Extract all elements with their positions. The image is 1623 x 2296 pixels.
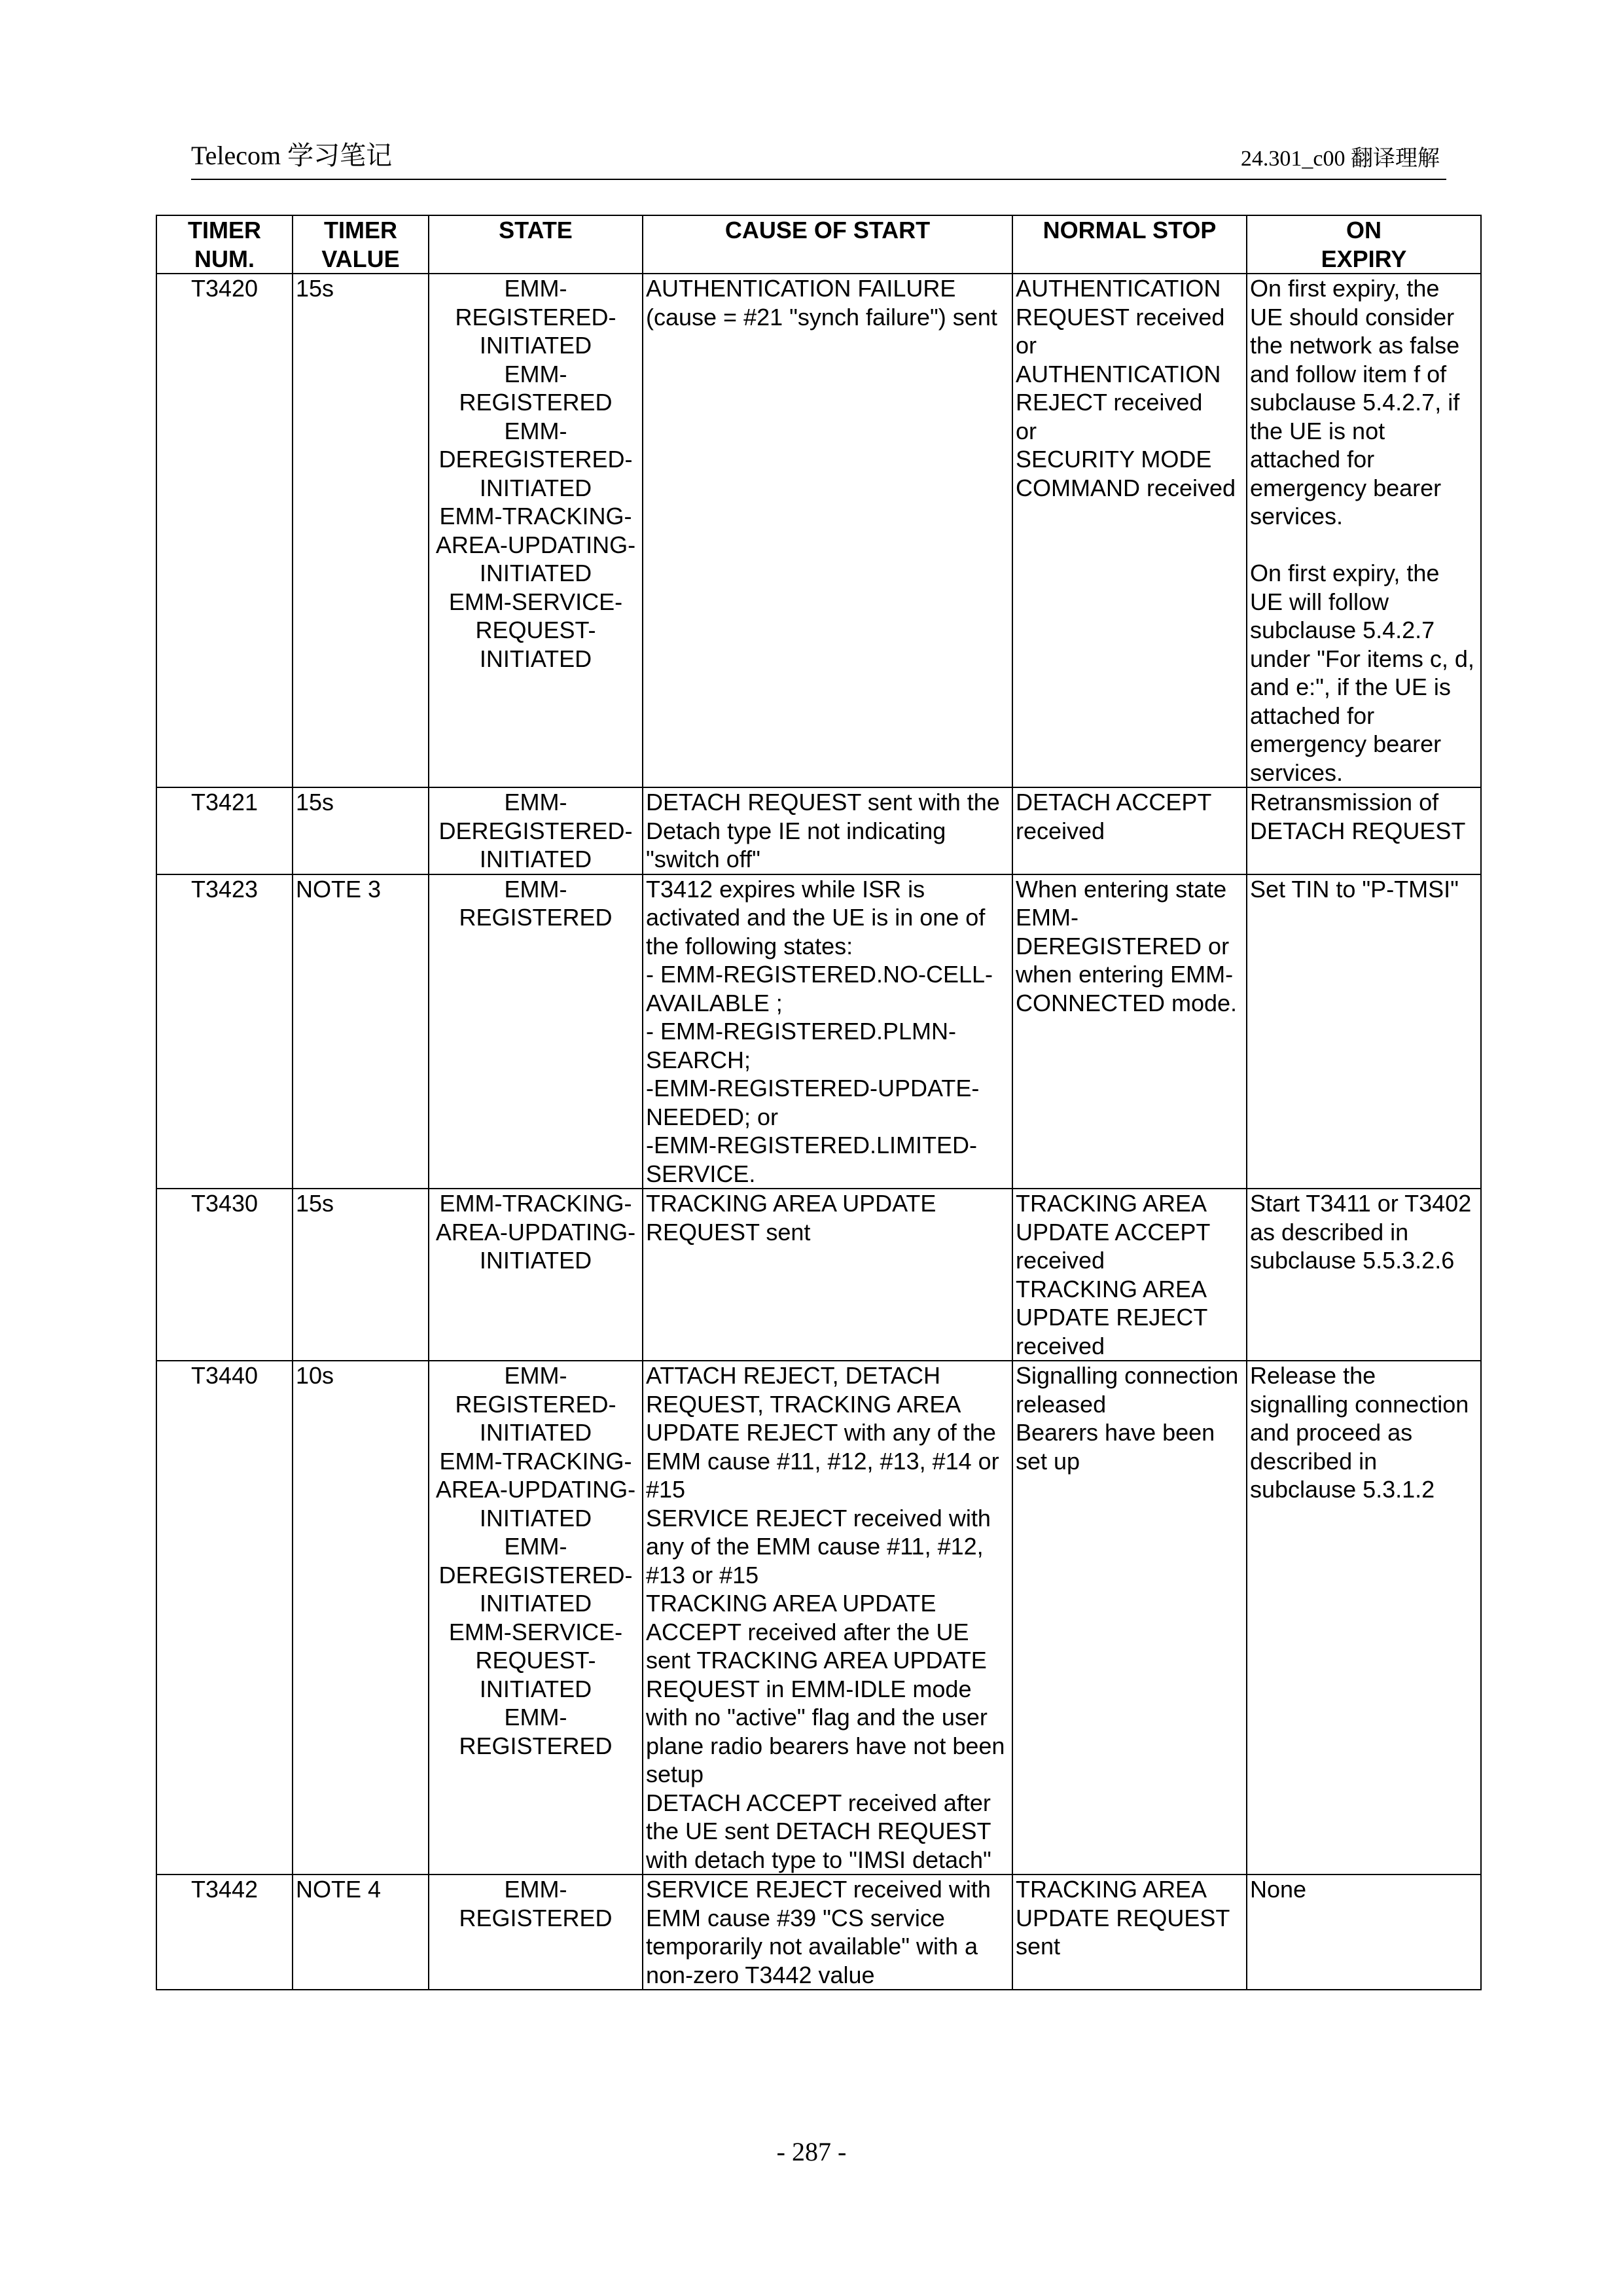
state-cell (429, 274, 643, 787)
timer-num-cell (156, 787, 293, 874)
cell-line: On first expiry, the UE should consider the network as false and follow item f of subclause 5.4.2.7, if the UE is not attached for emergency bearer services. (1250, 275, 1467, 529)
cell-text: 15s (296, 789, 334, 816)
col-header-timer-num: TIMER NUM. (156, 215, 293, 274)
timer-value-cell (293, 274, 429, 787)
cell-line: None (1250, 1876, 1307, 1903)
table-row (156, 1361, 1481, 1874)
timer-num-cell (156, 1361, 293, 1874)
timer-num-cell (156, 1189, 293, 1361)
table-row (156, 1189, 1481, 1361)
cell-line: DETACH ACCEPT received (1016, 789, 1218, 844)
timer-value-cell (293, 874, 429, 1189)
col-header-on-expiry: ON EXPIRY (1247, 215, 1481, 274)
cell-line: EMM-DEREGISTERED-INITIATED (438, 789, 633, 872)
cell-line: EMM-REGISTERED (459, 875, 613, 931)
cell-line: DETACH REQUEST sent with the Detach type IE not indicating "switch off" (646, 789, 1007, 872)
timer-num-cell (156, 1874, 293, 1990)
cell-line: EMM-DEREGISTERED-INITIATED (438, 417, 633, 501)
cell-line: -EMM-REGISTERED-UPDATE-NEEDED; or (646, 1075, 980, 1130)
col-header-cause-of-start: CAUSE OF START (643, 215, 1012, 274)
cell-line: Release the signalling connection and proceed as described in subclause 5.3.1.2 (1250, 1362, 1476, 1503)
table-body (156, 274, 1481, 1990)
normal-stop-cell (1012, 1361, 1247, 1874)
cause-of-start-cell (643, 1361, 1012, 1874)
cell-line: Bearers have been set up (1016, 1419, 1222, 1475)
cell-text: NOTE 3 (296, 875, 382, 903)
cell-line: Signalling connection released (1016, 1362, 1245, 1418)
cell-line: EMM-REGISTERED (459, 1876, 613, 1931)
cause-of-start-cell (643, 1874, 1012, 1990)
cell-line: DETACH ACCEPT received after the UE sent DETACH REQUEST with detach type to "IMSI detach" (646, 1789, 997, 1873)
header-divider (191, 179, 1446, 180)
on-expiry-cell (1247, 1874, 1481, 1990)
cell-line: TRACKING AREA UPDATE ACCEPT received (1016, 1190, 1217, 1274)
state-cell (429, 787, 643, 874)
cell-text: NOTE 4 (296, 1876, 382, 1903)
cell-line: AUTHENTICATION FAILURE (cause = #21 "synch failure") sent (646, 275, 997, 331)
cell-line: EMM-TRACKING-AREA-UPDATING-INITIATED (435, 1447, 636, 1532)
state-cell (429, 1189, 643, 1361)
cell-line: When entering state EMM-DEREGISTERED or when entering EMM-CONNECTED mode. (1016, 875, 1238, 1016)
cell-line: TRACKING AREA UPDATE ACCEPT received after the UE sent TRACKING AREA UPDATE REQUEST in EMM-IDLE mode with no "active" flag and the user plane radio bearers have not been setup (646, 1590, 1012, 1787)
cell-text: T3420 (190, 275, 259, 302)
normal-stop-cell (1012, 274, 1247, 787)
cause-of-start-cell (643, 1189, 1012, 1361)
cell-text: 15s (296, 1190, 334, 1217)
cell-line: EMM-REGISTERED-INITIATED (455, 275, 616, 359)
cell-text: T3421 (190, 789, 259, 816)
cell-text: T3423 (190, 875, 259, 903)
cell-line: EMM-TRACKING-AREA-UPDATING-INITIATED (435, 503, 636, 586)
cell-line: - EMM-REGISTERED.PLMN-SEARCH; (646, 1018, 957, 1073)
cell-text: 15s (296, 275, 334, 302)
cell-line: EMM-REGISTERED (459, 1704, 613, 1759)
cell-line: On first expiry, the UE will follow subclause 5.4.2.7 under "For items c, d, and e:", if the UE is attached for emergency bearer services. (1250, 560, 1481, 786)
timer-num-cell (156, 874, 293, 1189)
cell-line: EMM-TRACKING-AREA-UPDATING-INITIATED (435, 1190, 636, 1274)
cell-line: EMM-SERVICE-REQUEST-INITIATED (448, 1618, 623, 1702)
cause-of-start-cell (643, 787, 1012, 874)
on-expiry-cell (1247, 787, 1481, 874)
state-cell (429, 1361, 643, 1874)
cell-text: 10s (296, 1362, 334, 1389)
cell-line: Set TIN to "P-TMSI" (1250, 875, 1459, 903)
normal-stop-cell (1012, 1189, 1247, 1361)
col-header-normal-stop: NORMAL STOP (1012, 215, 1247, 274)
cell-line: SECURITY MODE COMMAND received (1016, 446, 1236, 501)
on-expiry-cell (1247, 1361, 1481, 1874)
normal-stop-cell (1012, 1874, 1247, 1990)
cell-line: EMM-DEREGISTERED-INITIATED (438, 1533, 633, 1617)
on-expiry-cell (1247, 274, 1481, 787)
cell-line: - EMM-REGISTERED.NO-CELL-AVAILABLE ; (646, 961, 993, 1016)
cell-line: -EMM-REGISTERED.LIMITED-SERVICE. (646, 1132, 978, 1187)
table-header-row (156, 215, 1481, 274)
normal-stop-cell (1012, 874, 1247, 1189)
cause-of-start-cell (643, 274, 1012, 787)
header-title: Telecom 学习笔记 (191, 141, 393, 170)
timer-table (156, 215, 1482, 1990)
cell-line: AUTHENTICATION REJECT received (1016, 360, 1228, 416)
timer-value-cell (293, 1874, 429, 1990)
cell-line: EMM-REGISTERED-INITIATED (455, 1362, 616, 1446)
cell-text: T3442 (190, 1876, 259, 1903)
table-row (156, 1874, 1481, 1990)
timer-value-cell (293, 787, 429, 874)
cell-line: TRACKING AREA UPDATE REJECT received (1016, 1275, 1214, 1359)
on-expiry-cell (1247, 874, 1481, 1189)
cell-line: or (1016, 332, 1037, 359)
cell-line: SERVICE REJECT received with EMM cause #39 "CS service temporarily not available" with a non-zero T3442 value (646, 1876, 997, 1988)
table-row (156, 874, 1481, 1189)
cell-line: EMM-SERVICE-REQUEST-INITIATED (448, 588, 623, 672)
cell-line: EMM-REGISTERED (459, 360, 613, 416)
state-cell (429, 1874, 643, 1990)
page-number: - 287 - (776, 2137, 847, 2166)
table-row (156, 274, 1481, 787)
table-row (156, 787, 1481, 874)
cell-line: AUTHENTICATION REQUEST received (1016, 275, 1228, 331)
cell-line: T3412 expires while ISR is activated and the UE is in one of the following states: (646, 875, 992, 960)
header-doc-id: 24.301_c00 翻译理解 (1240, 147, 1440, 171)
cell-line: TRACKING AREA UPDATE REQUEST sent (1016, 1876, 1236, 1960)
cell-line: Retransmission of DETACH REQUEST (1250, 789, 1466, 844)
cause-of-start-cell (643, 874, 1012, 1189)
cell-text: T3430 (190, 1190, 259, 1217)
timer-value-cell (293, 1361, 429, 1874)
cell-line: ATTACH REJECT, DETACH REQUEST, TRACKING AREA UPDATE REJECT with any of the EMM cause #11, #12, #13, #14 or #15 (646, 1362, 1006, 1503)
col-header-state: STATE (429, 215, 643, 274)
cell-line: SERVICE REJECT received with any of the EMM cause #11, #12, #13 or #15 (646, 1504, 997, 1588)
cell-line (1250, 531, 1478, 560)
normal-stop-cell (1012, 787, 1247, 874)
cell-text: T3440 (190, 1362, 259, 1389)
timer-value-cell (293, 1189, 429, 1361)
cell-line: TRACKING AREA UPDATE REQUEST sent (646, 1190, 943, 1246)
on-expiry-cell (1247, 1189, 1481, 1361)
cell-line: or (1016, 417, 1037, 444)
col-header-timer-value: TIMER VALUE (293, 215, 429, 274)
cell-line: Start T3411 or T3402 as described in subclause 5.5.3.2.6 (1250, 1190, 1478, 1274)
timer-num-cell (156, 274, 293, 787)
state-cell (429, 874, 643, 1189)
